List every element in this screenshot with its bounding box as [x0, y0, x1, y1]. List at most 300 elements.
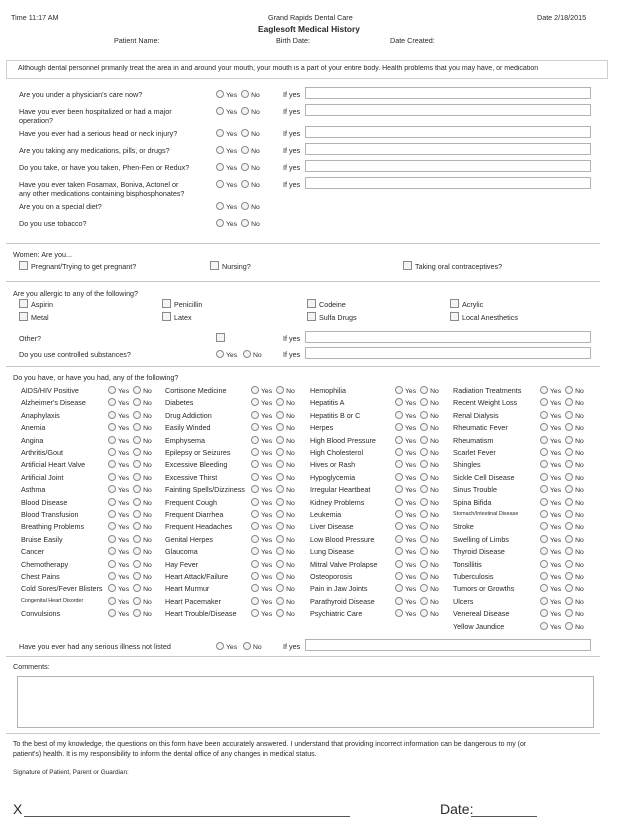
condition-yes-no[interactable]: Yes No: [395, 547, 439, 556]
radio-yes[interactable]: [108, 386, 116, 394]
radio-no[interactable]: [241, 163, 249, 171]
radio-yes[interactable]: [395, 460, 403, 468]
radio-no[interactable]: [276, 485, 284, 493]
radio-no[interactable]: [565, 622, 573, 630]
radio-no[interactable]: [133, 473, 141, 481]
radio-yes[interactable]: [540, 423, 548, 431]
radio-yes[interactable]: [251, 584, 259, 592]
radio-no[interactable]: [133, 547, 141, 555]
radio-no[interactable]: [276, 609, 284, 617]
radio-no[interactable]: [133, 460, 141, 468]
radio-yes[interactable]: [216, 350, 224, 358]
radio-no[interactable]: [420, 498, 428, 506]
if-yes-field[interactable]: [305, 177, 591, 189]
radio-no[interactable]: [420, 609, 428, 617]
radio-no[interactable]: [133, 411, 141, 419]
radio-yes[interactable]: [540, 597, 548, 605]
comments-field[interactable]: [17, 676, 594, 728]
condition-yes-no[interactable]: Yes No: [395, 522, 439, 531]
question-yes-no[interactable]: Yes No: [216, 146, 260, 155]
condition-yes-no[interactable]: Yes No: [395, 473, 439, 482]
condition-yes-no[interactable]: Yes No: [395, 485, 439, 494]
radio-no[interactable]: [420, 560, 428, 568]
radio-yes[interactable]: [108, 485, 116, 493]
checkbox[interactable]: [450, 299, 459, 308]
if-yes-field[interactable]: [305, 160, 591, 172]
radio-yes[interactable]: [108, 448, 116, 456]
controlled-substances-yes-no[interactable]: Yes No: [216, 350, 262, 359]
condition-yes-no[interactable]: Yes No: [251, 411, 295, 420]
radio-yes[interactable]: [108, 522, 116, 530]
radio-yes[interactable]: [540, 411, 548, 419]
radio-no[interactable]: [565, 584, 573, 592]
radio-yes[interactable]: [395, 485, 403, 493]
radio-no[interactable]: [420, 522, 428, 530]
radio-yes[interactable]: [108, 473, 116, 481]
radio-no[interactable]: [565, 411, 573, 419]
radio-yes[interactable]: [395, 535, 403, 543]
radio-yes[interactable]: [251, 597, 259, 605]
radio-no[interactable]: [565, 398, 573, 406]
condition-yes-no[interactable]: Yes No: [540, 423, 584, 432]
allergy-option[interactable]: Acrylic: [450, 299, 483, 309]
radio-yes[interactable]: [108, 411, 116, 419]
condition-yes-no[interactable]: Yes No: [108, 473, 152, 482]
checkbox[interactable]: [307, 312, 316, 321]
condition-yes-no[interactable]: Yes No: [540, 597, 584, 606]
radio-no[interactable]: [243, 642, 251, 650]
radio-yes[interactable]: [216, 642, 224, 650]
radio-no[interactable]: [420, 535, 428, 543]
condition-yes-no[interactable]: Yes No: [108, 423, 152, 432]
serious-illness-field[interactable]: [305, 639, 591, 651]
radio-no[interactable]: [241, 202, 249, 210]
radio-yes[interactable]: [395, 436, 403, 444]
radio-yes[interactable]: [251, 572, 259, 580]
radio-no[interactable]: [276, 423, 284, 431]
radio-no[interactable]: [276, 498, 284, 506]
radio-no[interactable]: [565, 522, 573, 530]
condition-yes-no[interactable]: Yes No: [395, 584, 439, 593]
radio-no[interactable]: [565, 560, 573, 568]
if-yes-field[interactable]: [305, 143, 591, 155]
condition-yes-no[interactable]: Yes No: [251, 423, 295, 432]
radio-no[interactable]: [565, 609, 573, 617]
radio-yes[interactable]: [108, 436, 116, 444]
radio-yes[interactable]: [540, 547, 548, 555]
condition-yes-no[interactable]: Yes No: [395, 398, 439, 407]
radio-yes[interactable]: [395, 510, 403, 518]
condition-label: Excessive Thirst: [165, 472, 218, 482]
other-allergy-field[interactable]: [305, 331, 591, 343]
radio-no[interactable]: [565, 423, 573, 431]
allergy-option[interactable]: Metal: [19, 312, 49, 322]
radio-no[interactable]: [420, 436, 428, 444]
condition-yes-no[interactable]: Yes No: [108, 436, 152, 445]
radio-yes[interactable]: [108, 398, 116, 406]
radio-yes[interactable]: [540, 386, 548, 394]
radio-yes[interactable]: [216, 202, 224, 210]
radio-no[interactable]: [276, 460, 284, 468]
condition-yes-no[interactable]: Yes No: [251, 485, 295, 494]
radio-yes[interactable]: [540, 510, 548, 518]
radio-yes[interactable]: [251, 535, 259, 543]
radio-no[interactable]: [133, 584, 141, 592]
radio-no[interactable]: [133, 436, 141, 444]
radio-no[interactable]: [565, 498, 573, 506]
radio-yes[interactable]: [108, 547, 116, 555]
question-yes-no[interactable]: Yes No: [216, 163, 260, 172]
radio-no[interactable]: [565, 436, 573, 444]
checkbox[interactable]: [162, 312, 171, 321]
if-yes-field[interactable]: [305, 87, 591, 99]
condition-yes-no[interactable]: Yes No: [251, 547, 295, 556]
radio-no[interactable]: [420, 584, 428, 592]
radio-no[interactable]: [276, 597, 284, 605]
radio-yes[interactable]: [251, 460, 259, 468]
condition-yes-no[interactable]: Yes No: [395, 560, 439, 569]
radio-yes[interactable]: [540, 473, 548, 481]
radio-yes[interactable]: [395, 423, 403, 431]
condition-yes-no[interactable]: Yes No: [395, 510, 439, 519]
condition-yes-no[interactable]: Yes No: [540, 448, 584, 457]
radio-yes[interactable]: [251, 560, 259, 568]
condition-yes-no[interactable]: Yes No: [395, 597, 439, 606]
radio-no[interactable]: [420, 510, 428, 518]
radio-no[interactable]: [276, 448, 284, 456]
radio-yes[interactable]: [108, 498, 116, 506]
radio-no[interactable]: [276, 584, 284, 592]
question-yes-no[interactable]: Yes No: [216, 219, 260, 228]
condition-yes-no[interactable]: Yes No: [395, 498, 439, 507]
condition-yes-no[interactable]: Yes No: [540, 622, 584, 631]
condition-yes-no[interactable]: Yes No: [540, 510, 584, 519]
condition-yes-no[interactable]: Yes No: [108, 460, 152, 469]
radio-yes[interactable]: [251, 423, 259, 431]
pregnant-option[interactable]: Pregnant/Trying to get pregnant?: [19, 261, 136, 271]
radio-yes[interactable]: [251, 522, 259, 530]
condition-yes-no[interactable]: Yes No: [251, 386, 295, 395]
radio-no[interactable]: [243, 350, 251, 358]
checkbox[interactable]: [307, 299, 316, 308]
radio-no[interactable]: [133, 398, 141, 406]
radio-no[interactable]: [241, 146, 249, 154]
radio-yes[interactable]: [540, 535, 548, 543]
radio-yes[interactable]: [540, 560, 548, 568]
condition-yes-no[interactable]: Yes No: [540, 584, 584, 593]
radio-yes[interactable]: [108, 609, 116, 617]
question-yes-no[interactable]: Yes No: [216, 129, 260, 138]
condition-label: Sinus Trouble: [453, 485, 497, 495]
radio-no[interactable]: [420, 448, 428, 456]
radio-yes[interactable]: [251, 609, 259, 617]
condition-yes-no[interactable]: Yes No: [251, 572, 295, 581]
condition-yes-no[interactable]: Yes No: [540, 535, 584, 544]
contraceptives-option[interactable]: Taking oral contraceptives?: [403, 261, 502, 271]
condition-yes-no[interactable]: Yes No: [251, 398, 295, 407]
radio-yes[interactable]: [395, 448, 403, 456]
allergy-option[interactable]: Penicillin: [162, 299, 202, 309]
condition-yes-no[interactable]: Yes No: [251, 584, 295, 593]
radio-no[interactable]: [241, 219, 249, 227]
radio-yes[interactable]: [540, 584, 548, 592]
condition-yes-no[interactable]: Yes No: [251, 522, 295, 531]
radio-no[interactable]: [565, 460, 573, 468]
radio-yes[interactable]: [540, 522, 548, 530]
checkbox[interactable]: [450, 312, 459, 321]
radio-yes[interactable]: [108, 460, 116, 468]
condition-yes-no[interactable]: Yes No: [251, 510, 295, 519]
checkbox[interactable]: [19, 299, 28, 308]
radio-yes[interactable]: [395, 522, 403, 530]
radio-yes[interactable]: [108, 584, 116, 592]
question-yes-no[interactable]: Yes No: [216, 90, 260, 99]
radio-no[interactable]: [241, 180, 249, 188]
radio-yes[interactable]: [540, 498, 548, 506]
radio-yes[interactable]: [251, 436, 259, 444]
checkbox[interactable]: [216, 333, 225, 342]
radio-yes[interactable]: [251, 448, 259, 456]
radio-yes[interactable]: [395, 498, 403, 506]
radio-no[interactable]: [420, 547, 428, 555]
condition-yes-no[interactable]: Yes No: [108, 498, 152, 507]
condition-yes-no[interactable]: Yes No: [540, 609, 584, 618]
radio-no[interactable]: [276, 572, 284, 580]
radio-yes[interactable]: [395, 398, 403, 406]
condition-yes-no[interactable]: Yes No: [395, 411, 439, 420]
radio-yes[interactable]: [251, 510, 259, 518]
condition-yes-no[interactable]: Yes No: [395, 423, 439, 432]
condition-yes-no[interactable]: Yes No: [108, 597, 152, 606]
radio-yes[interactable]: [216, 163, 224, 171]
allergy-option[interactable]: Latex: [162, 312, 192, 322]
question-yes-no[interactable]: Yes No: [216, 202, 260, 211]
radio-no[interactable]: [133, 386, 141, 394]
condition-yes-no[interactable]: Yes No: [251, 560, 295, 569]
allergy-option[interactable]: Sulfa Drugs: [307, 312, 357, 322]
radio-no[interactable]: [565, 485, 573, 493]
radio-no[interactable]: [565, 510, 573, 518]
radio-no[interactable]: [420, 473, 428, 481]
condition-yes-no[interactable]: Yes No: [251, 609, 295, 618]
radio-no[interactable]: [420, 597, 428, 605]
radio-no[interactable]: [565, 535, 573, 543]
radio-yes[interactable]: [540, 609, 548, 617]
radio-no[interactable]: [276, 560, 284, 568]
radio-no[interactable]: [276, 411, 284, 419]
radio-no[interactable]: [133, 609, 141, 617]
condition-yes-no[interactable]: Yes No: [108, 398, 152, 407]
if-yes-field[interactable]: [305, 104, 591, 116]
condition-yes-no[interactable]: Yes No: [108, 547, 152, 556]
condition-yes-no[interactable]: Yes No: [251, 473, 295, 482]
condition-yes-no[interactable]: Yes No: [251, 448, 295, 457]
condition-yes-no[interactable]: Yes No: [540, 547, 584, 556]
radio-no[interactable]: [565, 386, 573, 394]
checkbox[interactable]: [210, 261, 219, 270]
allergy-option[interactable]: Codeine: [307, 299, 346, 309]
radio-no[interactable]: [276, 473, 284, 481]
condition-yes-no[interactable]: Yes No: [251, 436, 295, 445]
question-yes-no[interactable]: Yes No: [216, 180, 260, 189]
condition-yes-no[interactable]: Yes No: [108, 560, 152, 569]
condition-yes-no[interactable]: Yes No: [108, 522, 152, 531]
condition-yes-no[interactable]: Yes No: [108, 448, 152, 457]
radio-yes[interactable]: [108, 560, 116, 568]
condition-yes-no[interactable]: Yes No: [540, 411, 584, 420]
signature-line[interactable]: [24, 816, 350, 817]
condition-yes-no[interactable]: Yes No: [540, 398, 584, 407]
condition-yes-no[interactable]: Yes No: [108, 386, 152, 395]
allergy-option[interactable]: Local Anesthetics: [450, 312, 518, 322]
condition-yes-no[interactable]: Yes No: [395, 609, 439, 618]
radio-yes[interactable]: [216, 107, 224, 115]
condition-yes-no[interactable]: Yes No: [251, 460, 295, 469]
radio-yes[interactable]: [251, 398, 259, 406]
radio-no[interactable]: [420, 572, 428, 580]
condition-yes-no[interactable]: Yes No: [540, 460, 584, 469]
radio-yes[interactable]: [108, 597, 116, 605]
radio-yes[interactable]: [216, 129, 224, 137]
condition-yes-no[interactable]: Yes No: [395, 436, 439, 445]
radio-yes[interactable]: [540, 398, 548, 406]
condition-yes-no[interactable]: Yes No: [540, 436, 584, 445]
checkbox[interactable]: [19, 312, 28, 321]
radio-yes[interactable]: [395, 597, 403, 605]
radio-yes[interactable]: [251, 485, 259, 493]
condition-yes-no[interactable]: Yes No: [540, 522, 584, 531]
condition-yes-no[interactable]: Yes No: [395, 460, 439, 469]
radio-yes[interactable]: [540, 572, 548, 580]
radio-no[interactable]: [565, 547, 573, 555]
radio-yes[interactable]: [216, 219, 224, 227]
radio-yes[interactable]: [251, 473, 259, 481]
radio-no[interactable]: [133, 522, 141, 530]
condition-yes-no[interactable]: Yes No: [540, 473, 584, 482]
radio-yes[interactable]: [108, 572, 116, 580]
radio-no[interactable]: [241, 129, 249, 137]
radio-yes[interactable]: [540, 485, 548, 493]
condition-yes-no[interactable]: Yes No: [540, 560, 584, 569]
radio-yes[interactable]: [395, 386, 403, 394]
radio-no[interactable]: [133, 597, 141, 605]
radio-no[interactable]: [276, 522, 284, 530]
condition-yes-no[interactable]: Yes No: [540, 485, 584, 494]
radio-no[interactable]: [565, 448, 573, 456]
radio-yes[interactable]: [395, 411, 403, 419]
condition-yes-no[interactable]: Yes No: [395, 535, 439, 544]
radio-yes[interactable]: [251, 411, 259, 419]
radio-yes[interactable]: [216, 180, 224, 188]
checkbox[interactable]: [19, 261, 28, 270]
condition-yes-no[interactable]: Yes No: [251, 498, 295, 507]
form-title: Eaglesoft Medical History: [258, 24, 360, 34]
radio-yes[interactable]: [395, 572, 403, 580]
radio-no[interactable]: [276, 436, 284, 444]
radio-yes[interactable]: [395, 547, 403, 555]
allergy-option[interactable]: Aspirin: [19, 299, 53, 309]
radio-no[interactable]: [241, 107, 249, 115]
radio-no[interactable]: [565, 473, 573, 481]
condition-yes-no[interactable]: Yes No: [540, 498, 584, 507]
radio-yes[interactable]: [251, 547, 259, 555]
other-allergy-checkbox[interactable]: [216, 333, 228, 343]
radio-no[interactable]: [133, 572, 141, 580]
radio-no[interactable]: [133, 448, 141, 456]
radio-yes[interactable]: [395, 584, 403, 592]
radio-yes[interactable]: [540, 448, 548, 456]
question-yes-no[interactable]: Yes No: [216, 107, 260, 116]
condition-yes-no[interactable]: Yes No: [540, 386, 584, 395]
radio-yes[interactable]: [540, 436, 548, 444]
radio-no[interactable]: [133, 560, 141, 568]
checkbox[interactable]: [403, 261, 412, 270]
condition-yes-no[interactable]: Yes No: [108, 572, 152, 581]
condition-yes-no[interactable]: Yes No: [108, 584, 152, 593]
condition-yes-no[interactable]: Yes No: [108, 485, 152, 494]
radio-no[interactable]: [565, 572, 573, 580]
radio-yes[interactable]: [108, 423, 116, 431]
radio-no[interactable]: [420, 386, 428, 394]
condition-yes-no[interactable]: Yes No: [395, 572, 439, 581]
radio-no[interactable]: [565, 597, 573, 605]
radio-yes[interactable]: [216, 146, 224, 154]
condition-yes-no[interactable]: Yes No: [395, 448, 439, 457]
radio-no[interactable]: [420, 398, 428, 406]
radio-no[interactable]: [420, 460, 428, 468]
radio-no[interactable]: [133, 423, 141, 431]
radio-yes[interactable]: [251, 498, 259, 506]
radio-no[interactable]: [241, 90, 249, 98]
radio-no[interactable]: [133, 485, 141, 493]
radio-no[interactable]: [276, 535, 284, 543]
radio-yes[interactable]: [216, 90, 224, 98]
condition-yes-no[interactable]: Yes No: [251, 597, 295, 606]
radio-no[interactable]: [276, 510, 284, 518]
radio-no[interactable]: [133, 498, 141, 506]
condition-yes-no[interactable]: Yes No: [108, 411, 152, 420]
condition-yes-no[interactable]: Yes No: [108, 535, 152, 544]
condition-yes-no[interactable]: Yes No: [108, 510, 152, 519]
nursing-option[interactable]: Nursing?: [210, 261, 251, 271]
condition-yes-no[interactable]: Yes No: [540, 572, 584, 581]
condition-yes-no[interactable]: Yes No: [395, 386, 439, 395]
condition-yes-no[interactable]: Yes No: [108, 609, 152, 618]
radio-no[interactable]: [133, 510, 141, 518]
serious-illness-yes-no[interactable]: Yes No: [216, 642, 262, 651]
controlled-substances-field[interactable]: [305, 347, 591, 359]
checkbox[interactable]: [162, 299, 171, 308]
radio-yes[interactable]: [251, 386, 259, 394]
radio-yes[interactable]: [395, 473, 403, 481]
radio-no[interactable]: [276, 398, 284, 406]
radio-yes[interactable]: [395, 560, 403, 568]
radio-yes[interactable]: [108, 535, 116, 543]
condition-yes-no[interactable]: Yes No: [251, 535, 295, 544]
radio-no[interactable]: [133, 535, 141, 543]
radio-yes[interactable]: [395, 609, 403, 617]
radio-no[interactable]: [420, 485, 428, 493]
radio-yes[interactable]: [108, 510, 116, 518]
radio-yes[interactable]: [540, 460, 548, 468]
radio-yes[interactable]: [540, 622, 548, 630]
date-line[interactable]: [471, 816, 537, 817]
radio-no[interactable]: [276, 386, 284, 394]
radio-no[interactable]: [420, 411, 428, 419]
if-yes-field[interactable]: [305, 126, 591, 138]
radio-no[interactable]: [276, 547, 284, 555]
radio-no[interactable]: [420, 423, 428, 431]
